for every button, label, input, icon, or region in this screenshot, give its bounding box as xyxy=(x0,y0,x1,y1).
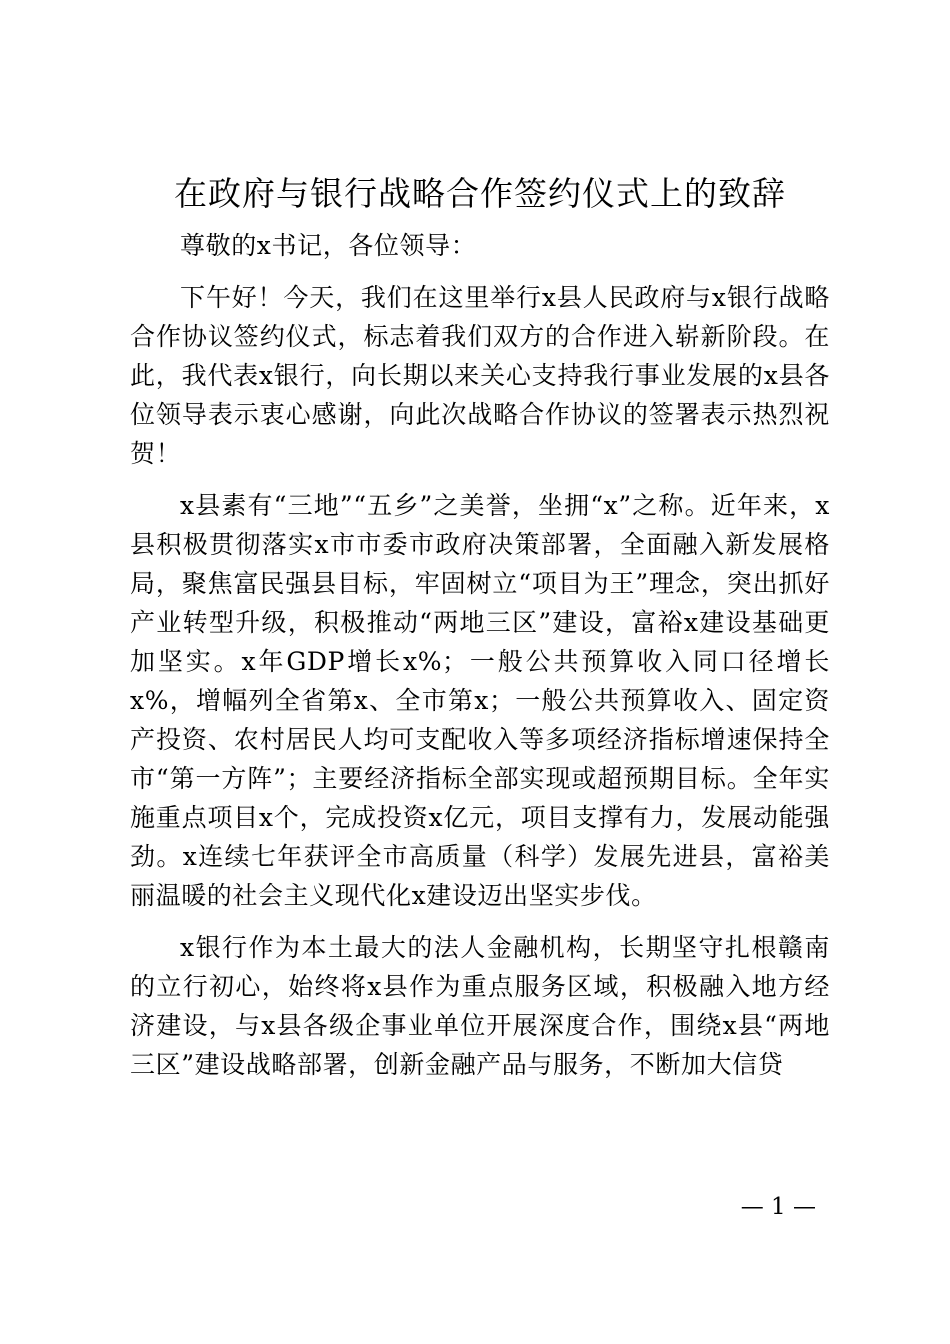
paragraph-opening: 下午好！今天，我们在这里举行x县人民政府与x银行战略合作协议签约仪式，标志着我们双方的合作进入崭新阶段。在此，我代表x银行，向长期以来关心支持我行事业发展的x县各位领导表示衷心感谢，向此次战略合作协议的签署表示热烈祝贺！ xyxy=(130,283,830,468)
page-number: — 1 — xyxy=(740,1194,816,1220)
document-body xyxy=(130,226,830,1084)
document-title: 在政府与银行战略合作签约仪式上的致辞 xyxy=(174,174,786,213)
paragraph-county-overview: x县素有“三地”“五乡”之美誉，坐拥“x”之称。近年来，x县积极贯彻落实x市市委市政府决策部署，全面融入新发展格局，聚焦富民强县目标，牢固树立“项目为王”理念，突出抓好产业转型升级，积极推动“两地三区”建设，富裕x建设基础更加坚实。x年GDP增长x%；一般公共预算收入同口径增长x%，增幅列全省第x、全市第x；一般公共预算收入、固定资产投资、农村居民人均可支配收入等多项经济指标增速保持全市“第一方阵”；主要经济指标全部实现或超预期目标。全年实施重点项目x个，完成投资x亿元，项目支撑有力，发展动能强劲。x连续七年获评全市高质量（科学）发展先进县，富裕美丽温暖的社会主义现代化x建设迈出坚实步伐。 xyxy=(130,491,830,910)
paragraph-bank-intro: x银行作为本土最大的法人金融机构，长期坚守扎根赣南的立行初心，始终将x县作为重点服务区域，积极融入地方经济建设，与x县各级企事业单位开展深度合作，围绕x县“两地三区”建设战略部署，创新金融产品与服务，不断加大信贷 xyxy=(130,933,830,1079)
greeting-line: 尊敬的x书记，各位领导： xyxy=(180,231,477,260)
